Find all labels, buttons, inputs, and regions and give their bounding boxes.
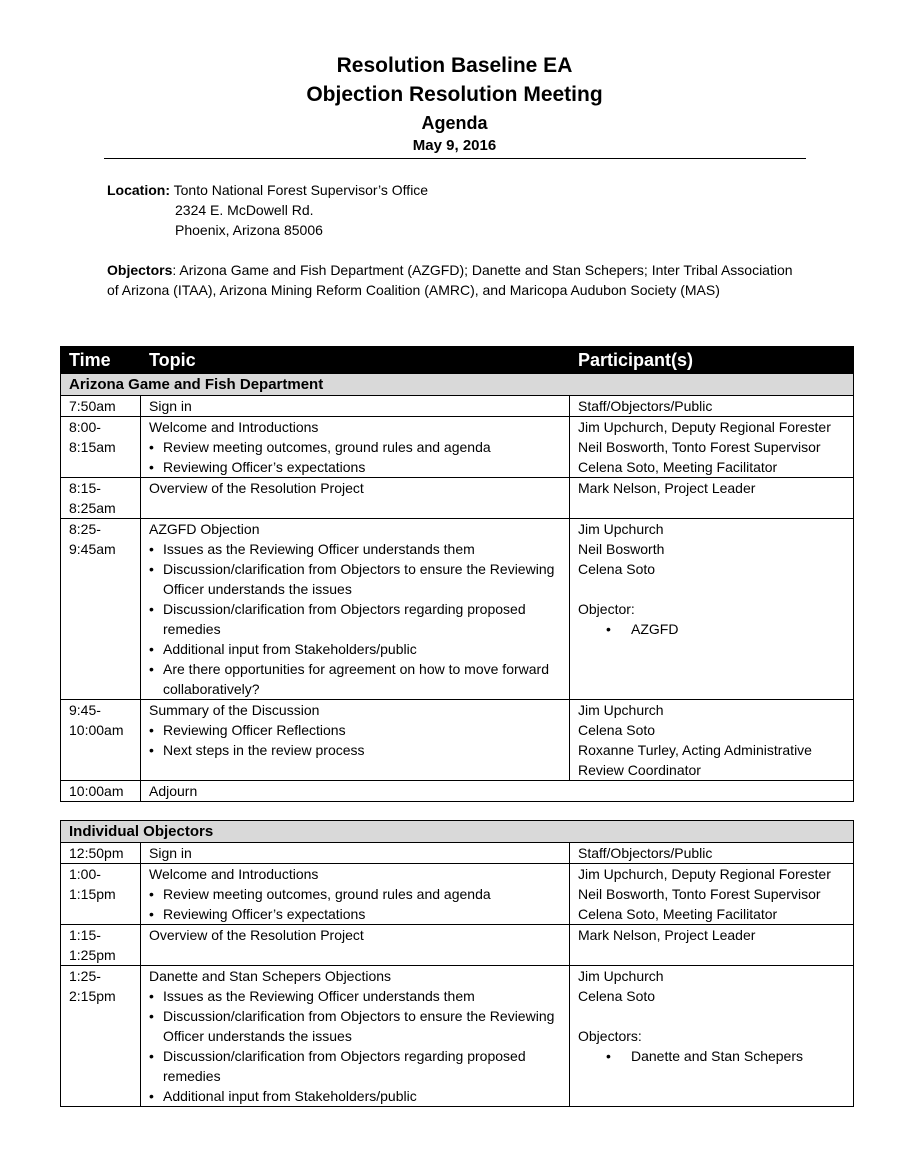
row-participants (570, 417, 854, 478)
row-participants (570, 843, 854, 864)
agenda-table-1 (60, 346, 854, 802)
participant: Mark Nelson, Project Leader (578, 480, 756, 496)
document-subtitle: Objection Resolution Meeting (306, 83, 603, 106)
objectors-text: : Arizona Game and Fish Department (AZGFD); Danette and Stan Schepers; Inter Tribal Association of Arizona (ITAA), Arizona Mining Reform Coalition (AMRC), and Maricopa Audubon Society (MAS) (107, 262, 793, 298)
location-line3: Phoenix, Arizona 85006 (175, 222, 323, 238)
row-time: 12:50pm (61, 843, 141, 864)
row-participants (570, 700, 854, 781)
objectors-block (107, 260, 807, 300)
participant: Mark Nelson, Project Leader (578, 927, 756, 943)
objector-label: Objectors: (578, 1028, 642, 1044)
document-date: May 9, 2016 (412, 137, 497, 154)
row-time: 8:25- 9:45am (61, 519, 141, 700)
row-topic (141, 925, 570, 966)
topic-title: Summary of the Discussion (149, 702, 320, 718)
row-topic (141, 864, 570, 925)
column-header-time: Time (61, 347, 141, 374)
topic-bullet: • Review meeting outcomes, ground rules and agenda (149, 437, 563, 457)
topic-title: AZGFD Objection (149, 521, 260, 537)
header-divider (104, 158, 806, 159)
topic-bullet: • Discussion/clarification from Objectors to ensure the Reviewing Officer understands the issues (149, 1006, 563, 1046)
participant: Roxanne Turley, Acting Administrative Review Coordinator (578, 742, 812, 778)
location-line1: Tonto National Forest Supervisor’s Office (173, 182, 429, 198)
topic-title: Welcome and Introductions (149, 866, 319, 882)
topic-title: Welcome and Introductions (149, 419, 319, 435)
row-participants (570, 925, 854, 966)
participant: Staff/Objectors/Public (578, 398, 713, 414)
table-row (61, 966, 854, 1107)
topic-bullet: • Issues as the Reviewing Officer understands them (149, 986, 563, 1006)
participant: Celena Soto, Meeting Facilitator (578, 459, 778, 475)
row-topic (141, 843, 570, 864)
table-row (61, 396, 854, 417)
participant: Jim Upchurch, Deputy Regional Forester (578, 866, 831, 882)
topic-bullet: • Reviewing Officer’s expectations (149, 457, 563, 477)
section-row (61, 821, 854, 843)
objector-item: • Danette and Stan Schepers (578, 1046, 847, 1066)
row-time: 1:00- 1:15pm (61, 864, 141, 925)
topic-bullet: • Issues as the Reviewing Officer understands them (149, 539, 563, 559)
row-participants (570, 396, 854, 417)
participant: Jim Upchurch (578, 702, 664, 718)
row-participants (570, 864, 854, 925)
topic-bullet: • Are there opportunities for agreement on how to move forward collaboratively? (149, 659, 563, 699)
agenda-table-2 (60, 820, 854, 1107)
row-time: 9:45- 10:00am (61, 700, 141, 781)
agenda-table-1-body (61, 347, 854, 802)
row-time: 8:00- 8:15am (61, 417, 141, 478)
agenda-table-2-body (61, 821, 854, 1107)
topic-title: Overview of the Resolution Project (149, 927, 364, 943)
participant: Jim Upchurch (578, 968, 664, 984)
table-row (61, 417, 854, 478)
topic-title: Adjourn (149, 783, 198, 799)
participant: Jim Upchurch, Deputy Regional Forester (578, 419, 831, 435)
topic-title: Sign in (149, 845, 192, 861)
topic-bullet: • Discussion/clarification from Objectors to ensure the Reviewing Officer understands the issues (149, 559, 563, 599)
topic-bullet: • Reviewing Officer Reflections (149, 720, 563, 740)
topic-bullet: • Reviewing Officer’s expectations (149, 904, 563, 924)
table-header-row (61, 347, 854, 374)
row-participants (570, 478, 854, 519)
row-participants (570, 966, 854, 1107)
participant: Neil Bosworth, Tonto Forest Supervisor (578, 439, 821, 455)
participant: Neil Bosworth, Tonto Forest Supervisor (578, 886, 821, 902)
row-participants (570, 519, 854, 700)
objector-item: • AZGFD (578, 619, 847, 639)
table-row (61, 925, 854, 966)
participant: Celena Soto, Meeting Facilitator (578, 906, 778, 922)
participant: Celena Soto (578, 988, 656, 1004)
participant: Neil Bosworth (578, 541, 665, 557)
document-agenda-heading: Agenda (421, 113, 488, 133)
participant: Jim Upchurch (578, 521, 664, 537)
row-time: 8:15- 8:25am (61, 478, 141, 519)
location-block (107, 180, 428, 240)
row-time: 1:15- 1:25pm (61, 925, 141, 966)
table-row (61, 864, 854, 925)
row-topic (141, 478, 570, 519)
topic-bullet: • Discussion/clarification from Objectors regarding proposed remedies (149, 1046, 563, 1086)
row-topic (141, 781, 854, 802)
topic-title: Overview of the Resolution Project (149, 480, 364, 496)
topic-bullet: • Additional input from Stakeholders/public (149, 1086, 563, 1106)
topic-bullet: • Additional input from Stakeholders/public (149, 639, 563, 659)
objector-label: Objector: (578, 601, 635, 617)
section-row (61, 374, 854, 396)
row-time: 10:00am (61, 781, 141, 802)
row-topic (141, 700, 570, 781)
row-topic (141, 966, 570, 1107)
row-time: 1:25- 2:15pm (61, 966, 141, 1107)
topic-bullets (149, 986, 563, 1106)
participant: Celena Soto (578, 722, 656, 738)
section-title: Individual Objectors (61, 821, 854, 843)
objector-list (578, 619, 847, 639)
table-row (61, 781, 854, 802)
column-header-participants: Participant(s) (570, 347, 854, 374)
table-row (61, 478, 854, 519)
topic-bullet: • Discussion/clarification from Objectors regarding proposed remedies (149, 599, 563, 639)
topic-title: Sign in (149, 398, 192, 414)
topic-bullet: • Review meeting outcomes, ground rules and agenda (149, 884, 563, 904)
topic-bullets (149, 720, 563, 760)
table-row (61, 700, 854, 781)
section-title: Arizona Game and Fish Department (61, 374, 854, 396)
topic-bullets (149, 539, 563, 699)
topic-title: Danette and Stan Schepers Objections (149, 968, 392, 984)
topic-bullet: • Next steps in the review process (149, 740, 563, 760)
row-topic (141, 396, 570, 417)
objector-list (578, 1046, 847, 1066)
row-time: 7:50am (61, 396, 141, 417)
participant: Staff/Objectors/Public (578, 845, 713, 861)
document-title: Resolution Baseline EA (336, 54, 573, 77)
row-topic (141, 519, 570, 700)
location-label: Location: (107, 182, 170, 198)
objectors-label: Objectors (107, 262, 173, 278)
topic-bullets (149, 437, 563, 477)
column-header-topic: Topic (141, 347, 570, 374)
topic-bullets (149, 884, 563, 924)
table-row (61, 519, 854, 700)
participant: Celena Soto (578, 561, 656, 577)
row-topic (141, 417, 570, 478)
table-row (61, 843, 854, 864)
location-line2: 2324 E. McDowell Rd. (175, 202, 314, 218)
